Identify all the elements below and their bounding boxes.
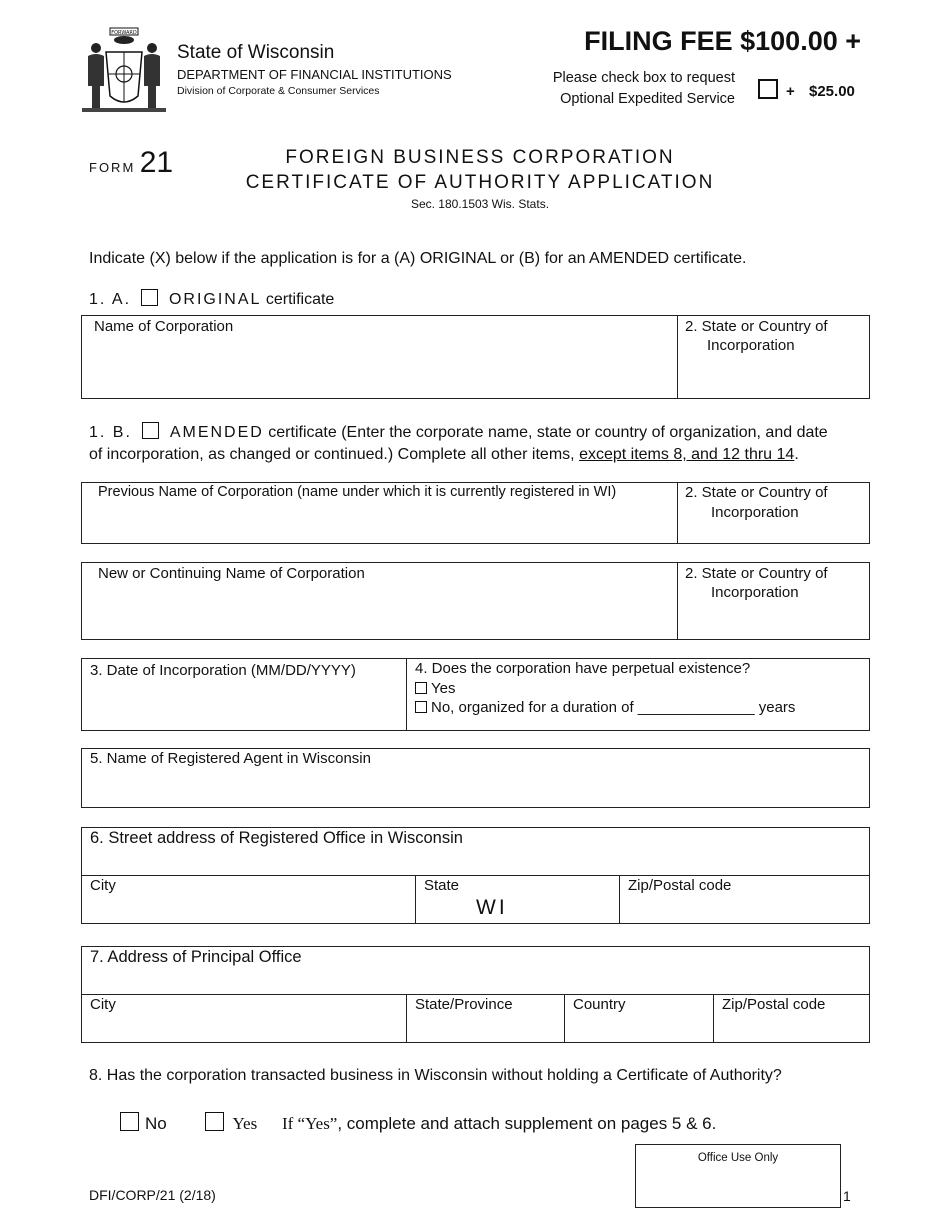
perpetual-no-checkbox[interactable] (415, 701, 427, 713)
perpetual-yes-checkbox[interactable] (415, 682, 427, 694)
previous-state-field[interactable] (678, 483, 869, 543)
amended-label-caps: AMENDED (169, 424, 264, 441)
new-name-box (81, 562, 870, 640)
principal-zip-field[interactable] (714, 995, 869, 1042)
previous-state-label-1: 2. State or Country of (685, 484, 828, 501)
section-1b-heading (89, 422, 879, 466)
transacted-yes-label: Yes (232, 1114, 258, 1133)
section-1b-prefix: 1. B. (89, 424, 132, 441)
incorporation-date-label: 3. Date of Incorporation (MM/DD/YYYY) (90, 662, 356, 679)
section-1a-box (81, 315, 870, 399)
section-1a-heading (89, 289, 334, 309)
division-name: Division of Corporate & Consumer Services (177, 85, 380, 97)
form-word: FORM (89, 160, 136, 175)
previous-name-box (81, 482, 870, 544)
transacted-no-checkbox[interactable] (120, 1112, 139, 1131)
previous-name-field[interactable] (82, 483, 678, 543)
incorporation-date-field[interactable] (82, 659, 407, 730)
section-8-options (120, 1112, 716, 1134)
department-name: DEPARTMENT OF FINANCIAL INSTITUTIONS (177, 67, 452, 82)
perpetual-no-label: No, organized for a duration of ______________ years (431, 699, 796, 716)
principal-office-box (81, 946, 870, 1043)
amended-text-underline: except items 8, and 12 thru 14 (579, 446, 795, 463)
principal-address-label: 7. Address of Principal Office (90, 948, 302, 966)
expedite-plus: + (786, 83, 795, 100)
expedite-text-2: Optional Expedited Service (560, 91, 735, 107)
principal-country-label: Country (573, 996, 626, 1013)
section-3-4-box (81, 658, 870, 731)
incorporation-state-label-1: 2. State or Country of (685, 318, 828, 335)
section-8-question: 8. Has the corporation transacted business in Wisconsin without holding a Certificate of Authority? (89, 1067, 782, 1084)
principal-state-field[interactable] (407, 995, 565, 1042)
section-1a-prefix: 1. A. (89, 291, 132, 308)
expedite-checkbox[interactable] (758, 79, 778, 99)
amended-text-2: of incorporation, as changed or continued.) Complete all other items, (89, 446, 575, 463)
statute-reference: Sec. 180.1503 Wis. Stats. (410, 197, 550, 211)
corporation-name-label: Name of Corporation (94, 318, 234, 335)
if-yes-quote: If “Yes” (281, 1114, 338, 1133)
form-number: 21 (139, 146, 174, 179)
perpetual-existence-label: 4. Does the corporation have perpetual existence? (415, 660, 751, 677)
registered-city-label: City (90, 877, 116, 894)
perpetual-no-option[interactable] (415, 698, 795, 717)
new-state-field[interactable] (678, 563, 869, 639)
instructions: Indicate (X) below if the application is for a (A) ORIGINAL or (B) for an AMENDED certificate. (89, 250, 747, 267)
new-state-label-1: 2. State or Country of (685, 565, 828, 582)
expedite-fee: $25.00 (809, 83, 855, 100)
transacted-yes-checkbox[interactable] (205, 1112, 224, 1131)
registered-zip-field[interactable] (620, 876, 869, 923)
office-use-box (635, 1144, 841, 1208)
registered-state-label: State (424, 877, 460, 894)
registered-agent-label: 5. Name of Registered Agent in Wisconsin (90, 750, 371, 767)
perpetual-yes-option[interactable] (415, 679, 455, 698)
principal-state-label: State/Province (415, 996, 513, 1013)
original-label-rest: certificate (265, 291, 335, 308)
principal-city-field[interactable] (82, 995, 407, 1042)
state-seal (78, 26, 170, 114)
corporation-name-field[interactable] (82, 316, 678, 398)
registered-city-field[interactable] (82, 876, 416, 923)
original-checkbox[interactable] (141, 289, 158, 306)
new-name-label: New or Continuing Name of Corporation (98, 565, 365, 582)
incorporation-state-field[interactable] (678, 316, 869, 398)
previous-state-label-2: Incorporation (711, 504, 799, 521)
perpetual-existence-field (407, 659, 869, 730)
amended-text-1: certificate (Enter the corporate name, state or country of organization, and date (268, 424, 828, 441)
original-label-caps: ORIGINAL (168, 291, 262, 308)
registered-state-field (416, 876, 620, 923)
state-name: State of Wisconsin (177, 42, 335, 63)
registered-agent-field[interactable] (81, 748, 870, 808)
amended-checkbox[interactable] (142, 422, 159, 439)
if-yes-instruction: , complete and attach supplement on pages 5 & 6. (337, 1114, 717, 1133)
office-use-label: Office Use Only (697, 1152, 779, 1164)
principal-country-field[interactable] (565, 995, 714, 1042)
previous-name-label: Previous Name of Corporation (name under which it is currently registered in WI) (98, 484, 617, 500)
registered-state-value: WI (476, 896, 508, 919)
registered-street-label: 6. Street address of Registered Office in Wisconsin (90, 829, 463, 847)
form-title-2: CERTIFICATE OF AUTHORITY APPLICATION (245, 172, 715, 193)
form-label (89, 146, 173, 180)
form-title-1: FOREIGN BUSINESS CORPORATION (285, 147, 675, 168)
principal-zip-label: Zip/Postal code (722, 996, 826, 1013)
new-name-field[interactable] (82, 563, 678, 639)
principal-city-label: City (90, 996, 116, 1013)
amended-text-end: . (794, 446, 799, 463)
transacted-no-label: No (145, 1114, 167, 1133)
filing-fee: FILING FEE $100.00 + (584, 26, 861, 56)
svg-text:FORWARD: FORWARD (111, 30, 137, 36)
registered-office-box (81, 827, 870, 924)
incorporation-state-label-2: Incorporation (707, 337, 795, 354)
registered-zip-label: Zip/Postal code (628, 877, 732, 894)
principal-address-field[interactable] (82, 947, 869, 995)
form-identifier: DFI/CORP/21 (2/18) (89, 1187, 216, 1203)
page-number: 1 (843, 1188, 851, 1204)
expedite-text-1: Please check box to request (552, 70, 735, 86)
seal-icon (78, 26, 170, 114)
perpetual-yes-label: Yes (431, 680, 456, 697)
registered-street-field[interactable] (82, 828, 869, 876)
new-state-label-2: Incorporation (711, 584, 799, 601)
